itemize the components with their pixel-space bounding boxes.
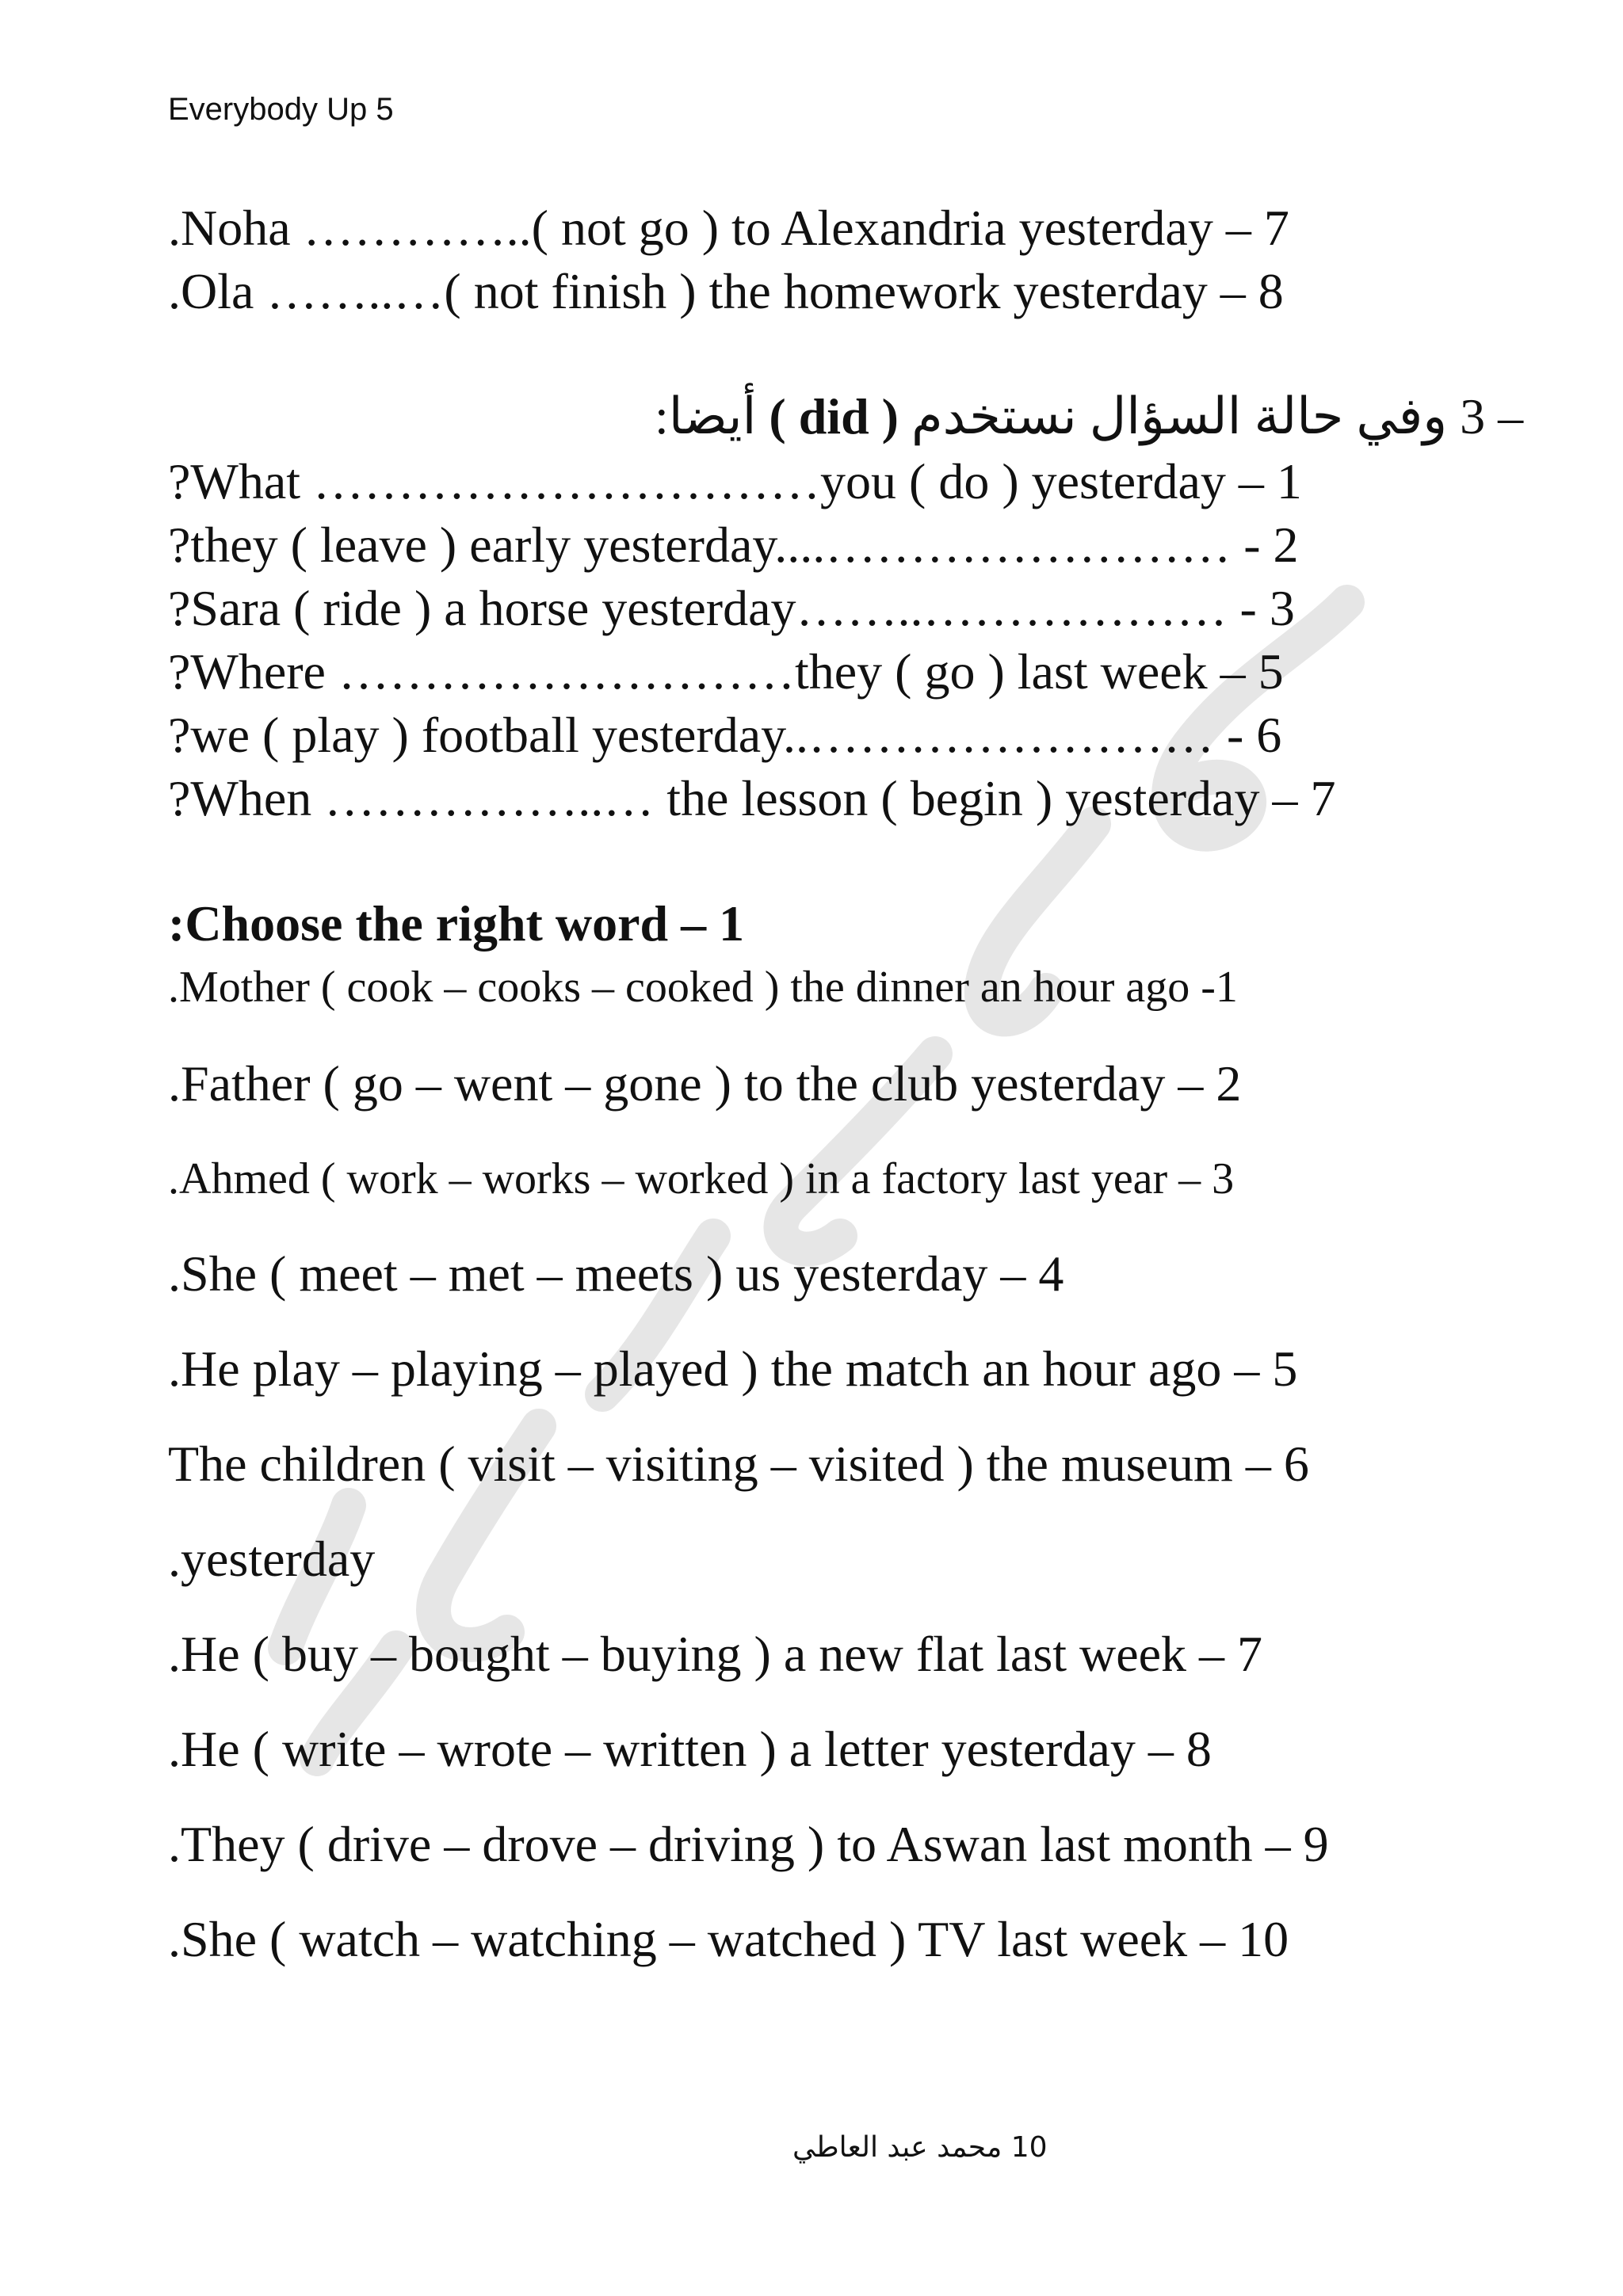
choose-item-6-continued: .yesterday [168,1531,376,1587]
questions-instruction [655,388,1524,444]
negative-item-7: .Noha …………..( not go ) to Alexandria yesterday – 7 [168,200,1289,256]
choose-item-3: .Ahmed ( work – works – worked ) in a factory last year – 3 [168,1154,1235,1203]
question-item-7: ?When ……………..… the lesson ( begin ) yesterday – 7 [168,770,1336,826]
question-item-2: ?they ( leave ) early yesterday....…………………… - 2 [168,517,1299,573]
choose-item-10: .She ( watch – watching – watched ) TV last week – 10 [168,1911,1289,1967]
choose-section-title: :Choose the right word – 1 [168,895,745,952]
choose-item-9: .They ( drive – drove – driving ) to Aswan last month – 9 [168,1816,1329,1872]
instruction-arabic: وفي حالة السؤال نستخدم [911,388,1448,444]
choose-item-2: .Father ( go – went – gone ) to the club yesterday – 2 [168,1055,1242,1112]
choose-item-7: .He ( buy – bought – buying ) a new flat last week – 7 [168,1626,1263,1682]
question-item-6: ?we ( play ) football yesterday..…………………… - 6 [168,707,1282,763]
page-header: Everybody Up 5 [168,92,394,127]
question-item-5: ?Where ………………………they ( go ) last week – 5 [168,643,1284,700]
instruction-number: 3 – [1460,388,1524,444]
instruction-did: ( did ) [769,388,899,444]
choose-item-8: .He ( write – wrote – written ) a letter yesterday – 8 [168,1721,1212,1777]
negative-item-8: .Ola ……..…( not finish ) the homework yesterday – 8 [168,263,1284,319]
page-footer: 10 محمد عبد العاطي [792,2131,1048,2164]
question-item-3: ?Sara ( ride ) a horse yesterday……..……………… - 3 [168,580,1295,636]
choose-item-1: .Mother ( cook – cooks – cooked ) the dinner an hour ago -1 [168,963,1238,1012]
choose-item-4: .She ( meet – met – meets ) us yesterday – 4 [168,1245,1064,1302]
instruction-tail: أيضا: [655,388,757,444]
choose-item-5: .He play – playing – played ) the match an hour ago – 5 [168,1341,1298,1397]
question-item-1: ?What …………………………you ( do ) yesterday – 1 [168,453,1302,509]
choose-item-6: The children ( visit – visiting – visited ) the museum – 6 [168,1436,1309,1492]
